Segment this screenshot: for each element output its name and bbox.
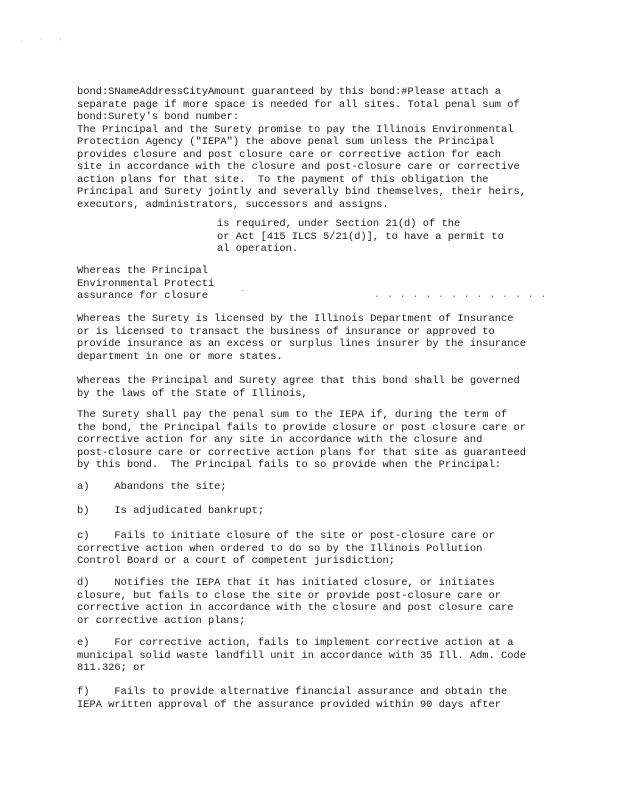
surety-obligation-paragraph: The Surety shall pay the penal sum to the IEPA if, during the term of the bond, the Principal fails to provide closure or post closure care or corrective action for any site in accordance with the closure and post-closure care or corrective action plans for that site as guaranteed by this bond. The Principal fails to so provide when the Principal: <box>77 409 526 471</box>
condition-item-c: c) Fails to initiate closure of the site or post-closure care or corrective action when ordered to do so by the Illinois Pollution Control Board or a court of competent jurisdiction; <box>77 530 495 567</box>
whereas-governed-paragraph: Whereas the Principal and Surety agree that this bond shall be governed by the laws of the State of Illinois, <box>77 375 520 400</box>
condition-item-b: b) Is adjudicated bankrupt; <box>77 505 265 517</box>
whereas-principal-fragment: Whereas the Principal Environmental Protecti assurance for closure <box>77 265 215 302</box>
condition-item-a: a) Abandons the site; <box>77 481 227 493</box>
scan-specks: · ˙ ’ <box>20 38 69 45</box>
permit-fragment: is required, under Section 21(d) of the or Act [415 ILCS 5/21(d)], to have a permit to al operation. <box>217 218 504 255</box>
dotted-signature-line: ˙ . . . . . . . . . . . . . . <box>240 290 548 300</box>
condition-item-e: e) For corrective action, fails to implement corrective action at a municipal solid waste landfill unit in accordance with 35 Ill. Adm. Code 811.326; or <box>77 637 526 674</box>
condition-item-d: d) Notifies the IEPA that it has initiated closure, or initiates closure, but fails to close the site or provide post-closure care or corrective action in accordance with the closure and post closure care or corrective action plans; <box>77 577 514 627</box>
bond-intro-paragraph: bond:SNameAddressCityAmount guaranteed by this bond:#Please attach a separate page if more space is needed for all sites. Total penal sum of bond:Surety's bond number: The Principal and the Surety promise to pay the Illinois Environmental Protection Agency ("IEPA") the above penal sum unless the Principal provides closure and post closure care or corrective action for each site in accordance with the closure and post-closure care or corrective action plans for that site. To the payment of this obligation the Principal and Surety jointly and severally bind themselves, their heirs, executors, administrators, successors and assigns. <box>77 86 526 211</box>
whereas-surety-paragraph: Whereas the Surety is licensed by the Illinois Department of Insurance or is licensed to transact the business of insurance or approved to provide insurance as an excess or surplus lines insurer by the insurance department in one or more states. <box>77 313 526 363</box>
condition-item-f: f) Fails to provide alternative financial assurance and obtain the IEPA written approval of the assurance provided within 90 days after <box>77 686 508 711</box>
